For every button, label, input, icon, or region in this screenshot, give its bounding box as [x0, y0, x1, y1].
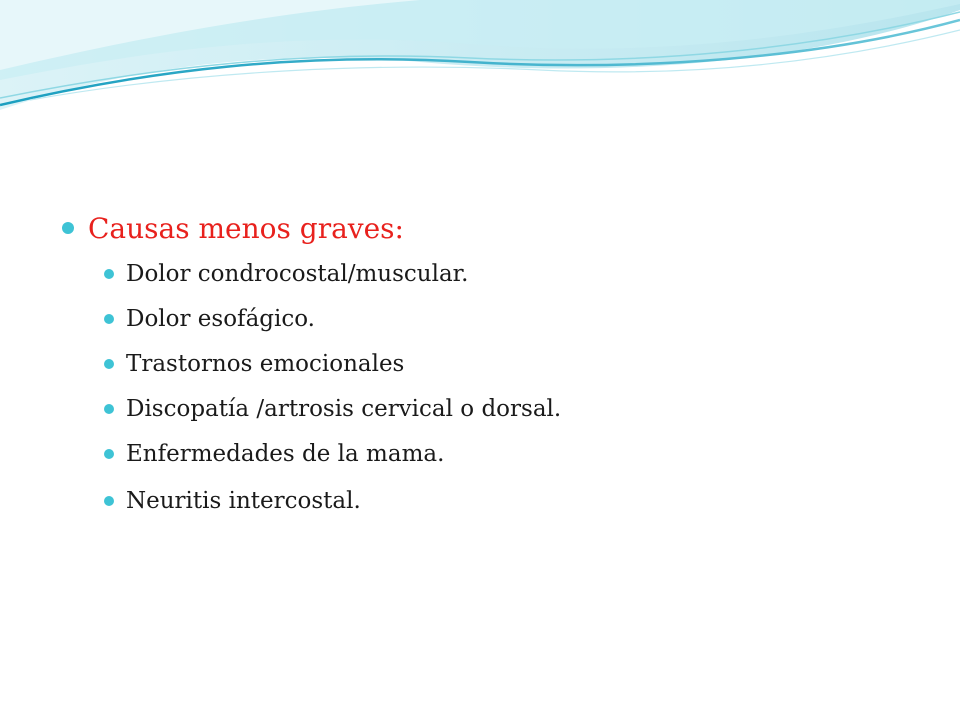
bullet-list: [62, 205, 922, 526]
circle-bullet-icon: [104, 496, 114, 506]
list-item: [62, 431, 922, 476]
list-item-text: Discopatía /artrosis cervical o dorsal.: [126, 395, 562, 422]
list-item: [62, 296, 922, 341]
heading-item: [62, 205, 922, 251]
circle-bullet-icon: [104, 269, 114, 279]
heading-text: Causas menos graves:: [88, 211, 404, 245]
circle-bullet-icon: [62, 222, 74, 234]
circle-bullet-icon: [104, 314, 114, 324]
list-item: [62, 341, 922, 386]
list-item-text: Dolor esofágico.: [126, 305, 315, 332]
list-item: [62, 476, 922, 526]
header-wave-decoration: [0, 0, 960, 120]
list-item: [62, 386, 922, 431]
circle-bullet-icon: [104, 449, 114, 459]
circle-bullet-icon: [104, 404, 114, 414]
list-item: [62, 251, 922, 296]
list-item-text: Dolor condrocostal/muscular.: [126, 260, 469, 287]
list-item-text: Neuritis intercostal.: [126, 488, 361, 514]
list-item-text: Trastornos emocionales: [126, 350, 405, 377]
list-item-text: Enfermedades de la mama.: [126, 440, 445, 467]
circle-bullet-icon: [104, 359, 114, 369]
